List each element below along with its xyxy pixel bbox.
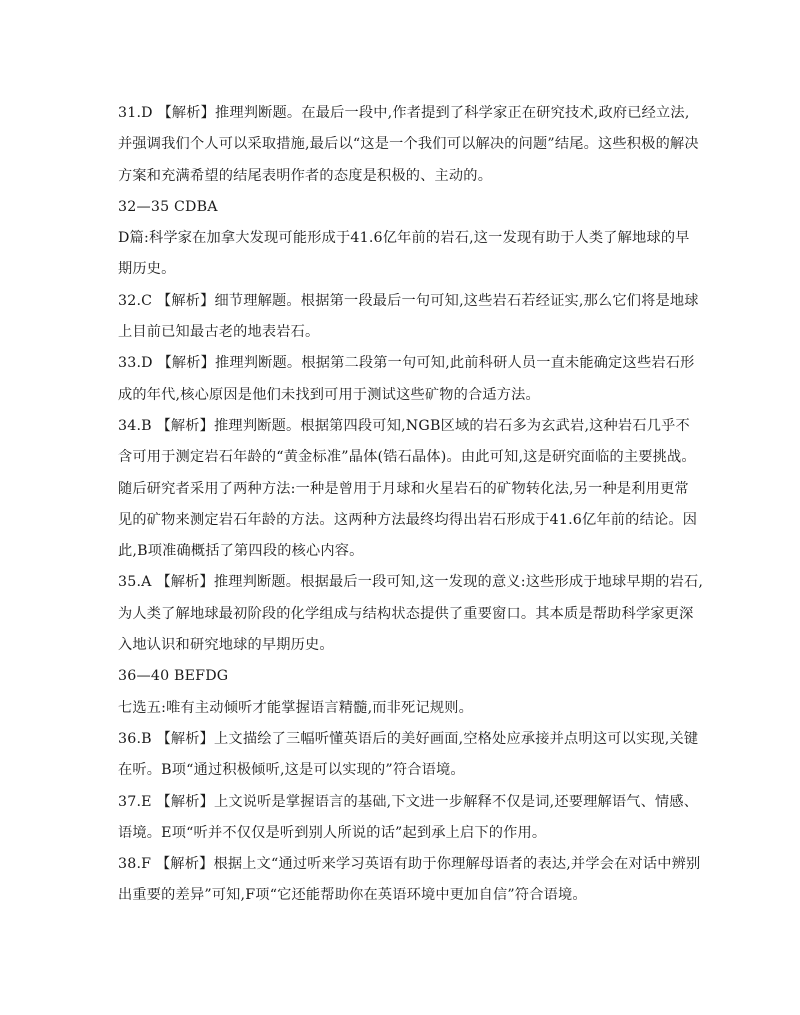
text-line: 为人类了解地球最初阶段的化学组成与结构状态提供了重要窗口。其本质是帮助科学家更深 <box>118 605 694 622</box>
text-line: 35.A 【解析】推理判断题。根据最后一段可知,这一发现的意义:这些形成于地球早期的岩石, <box>118 574 704 591</box>
text-line: 出重要的差异”可知,F项“它还能帮助你在英语环境中更加自信”符合语境。 <box>118 887 587 904</box>
text-line: 随后研究者采用了两种方法:一种是曾用于月球和火星岩石的矿物转化法,另一种是利用更常 <box>118 480 689 497</box>
paragraph <box>118 411 698 567</box>
text-line: 七选五:唯有主动倾听才能掌握语言精髓,而非死记规则。 <box>118 699 473 716</box>
text-line: 34.B 【解析】推理判断题。根据第四段可知,NGB区域的岩石多为玄武岩,这种岩石几乎不 <box>118 417 690 434</box>
text-line: 成的年代,核心原因是他们未找到可用于测试这些矿物的合适方法。 <box>118 386 540 403</box>
paragraph <box>118 787 699 850</box>
paragraph <box>118 849 701 912</box>
text-line: 见的矿物来测定岩石年龄的方法。这两种方法最终均得出岩石形成于41.6亿年前的结论。因 <box>118 511 698 528</box>
paragraph <box>118 567 704 661</box>
text-line: 上目前已知最古老的地表岩石。 <box>118 324 320 341</box>
text-line: 入地认识和研究地球的早期历史。 <box>118 637 334 654</box>
text-line: 此,B项准确概括了第四段的核心内容。 <box>118 543 364 560</box>
text-line: 含可用于测定岩石年龄的“黄金标准”晶体(锆石晶体)。由此可知,这是研究面临的主要挑战。 <box>118 449 696 466</box>
paragraph <box>118 661 688 692</box>
text-line: 32—35 CDBA <box>118 198 218 215</box>
paragraph <box>118 223 688 286</box>
text-line: 38.F 【解析】根据上文“通过听来学习英语有助于你理解母语者的表达,并学会在对话中辨别 <box>118 856 701 873</box>
text-line: 32.C 【解析】细节理解题。根据第一段最后一句可知,这些岩石若经证实,那么它们将是地球 <box>118 292 699 309</box>
text-line: 方案和充满希望的结尾表明作者的态度是积极的、主动的。 <box>118 167 493 184</box>
paragraph <box>118 693 688 724</box>
paragraph <box>118 286 699 349</box>
text-line: 33.D 【解析】推理判断题。根据第二段第一句可知,此前科研人员一直未能确定这些岩石形 <box>118 355 695 372</box>
text-line: 37.E 【解析】上文说听是掌握语言的基础,下文进一步解释不仅是词,还要理解语气、情感、 <box>118 793 699 810</box>
text-line: 在听。B项“通过积极倾听,这是可以实现的”符合语境。 <box>118 762 465 779</box>
text-line: 语境。E项“听并不仅仅是听到别人所说的话”起到承上启下的作用。 <box>118 824 547 841</box>
text-line: D篇:科学家在加拿大发现可能形成于41.6亿年前的岩石,这一发现有助于人类了解地球的早 <box>118 230 690 247</box>
text-line: 并强调我们个人可以采取措施,最后以“这是一个我们可以解决的问题”结尾。这些积极的解决 <box>118 136 699 153</box>
paragraph <box>118 724 699 787</box>
answer-key-page <box>118 98 704 912</box>
paragraph <box>118 192 688 223</box>
paragraph <box>118 98 699 192</box>
text-line: 36—40 BEFDG <box>118 668 229 685</box>
text-line: 期历史。 <box>118 261 176 278</box>
text-line: 36.B 【解析】上文描绘了三幅听懂英语后的美好画面,空格处应承接并点明这可以实现,关键 <box>118 730 699 747</box>
paragraph <box>118 348 695 411</box>
text-line: 31.D 【解析】推理判断题。在最后一段中,作者提到了科学家正在研究技术,政府已经立法, <box>118 105 690 121</box>
